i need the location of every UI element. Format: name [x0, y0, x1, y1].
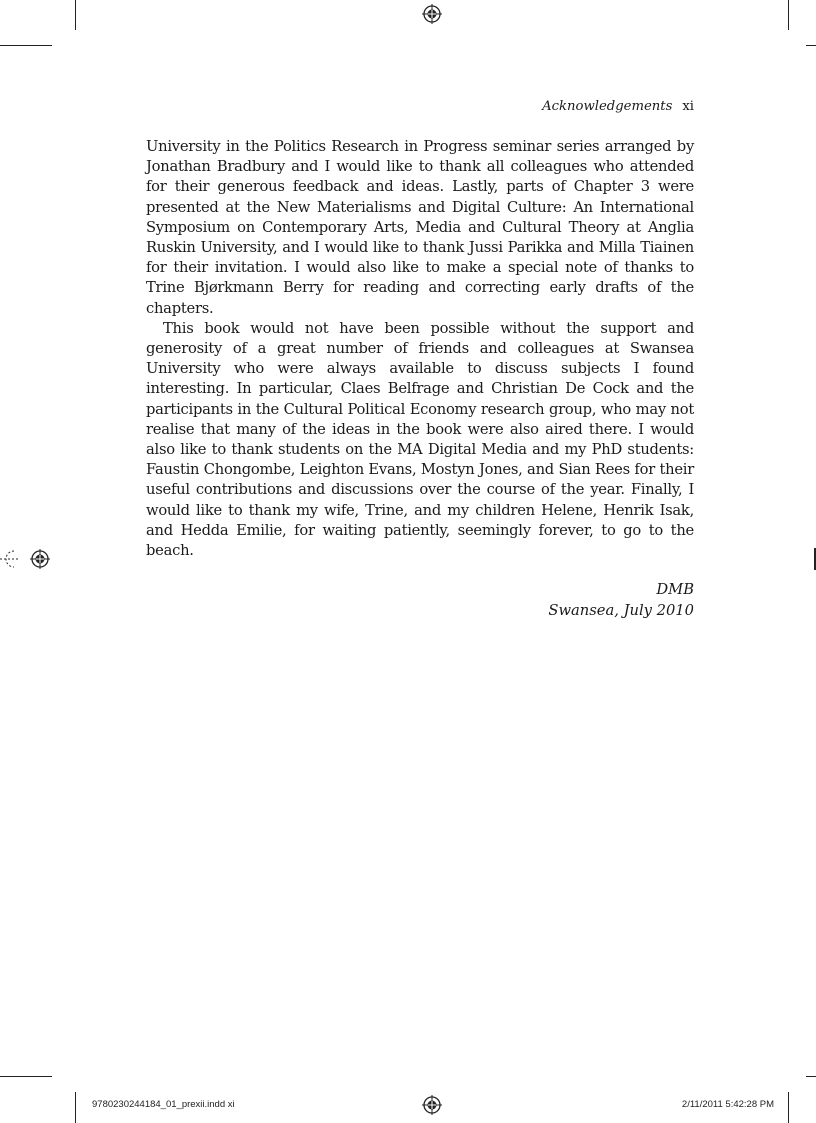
running-head	[146, 97, 694, 117]
acknowledgements-body	[146, 137, 694, 561]
registration-mark-icon	[422, 1095, 442, 1115]
crop-mark	[75, 0, 76, 30]
crop-mark	[788, 1092, 789, 1123]
slug-filename: 9780230244184_01_prexii.indd xi	[92, 1099, 235, 1110]
page-number: xi	[682, 99, 694, 114]
partial-registration-mark-icon	[0, 549, 20, 569]
slug-timestamp: 2/11/2011 5:42:28 PM	[681, 1099, 774, 1110]
crop-mark	[788, 0, 789, 30]
registration-mark-icon	[422, 4, 442, 24]
paragraph: This book would not have been possible without the support and generosity of a great number of friends and colleagues at Swansea University who were always available to discuss subjects I found interesting. In particular, Claes Belfrage and Christian De Cock and the participants in the Cultural Political Economy research group, who may not realise that many of the ideas in the book were also aired there. I would also like to thank students on the MA Digital Media and my PhD students: Faustin Chongombe, Leighton Evans, Mostyn Jones, and Sian Rees for their useful contributions and discussions over the course of the year. Finally, I would like to thank my wife, Trine, and my children Helene, Henrik Isak, and Hedda Emilie, for waiting patiently, seemingly forever, to go to the beach.	[146, 319, 694, 560]
crop-mark	[806, 45, 816, 46]
signoff	[146, 580, 694, 621]
crop-mark	[75, 1092, 76, 1123]
paragraph: University in the Politics Research in Progress seminar series arranged by Jonathan Bradbury and I would like to thank all colleagues who attended for their generous feedback and ideas. Lastly, parts of Chapter 3 were presented at the New Materialisms and Digital Culture: An International Symposium on Contemporary Arts, Media and Cultural Theory at Anglia Ruskin University, and I would like to thank Jussi Parikka and Milla Tiainen for their invitation. I would also like to make a special note of thanks to Trine Bjørkmann Berry for reading and correcting early drafts of the chapters.	[146, 138, 694, 317]
crop-mark	[0, 45, 52, 46]
author-initials: DMB	[656, 581, 694, 598]
registration-mark-icon	[30, 549, 50, 569]
running-head-title: Acknowledgements	[542, 99, 673, 114]
place-date: Swansea, July 2010	[548, 601, 694, 619]
crop-mark	[0, 1076, 52, 1077]
crop-mark	[806, 1076, 816, 1077]
